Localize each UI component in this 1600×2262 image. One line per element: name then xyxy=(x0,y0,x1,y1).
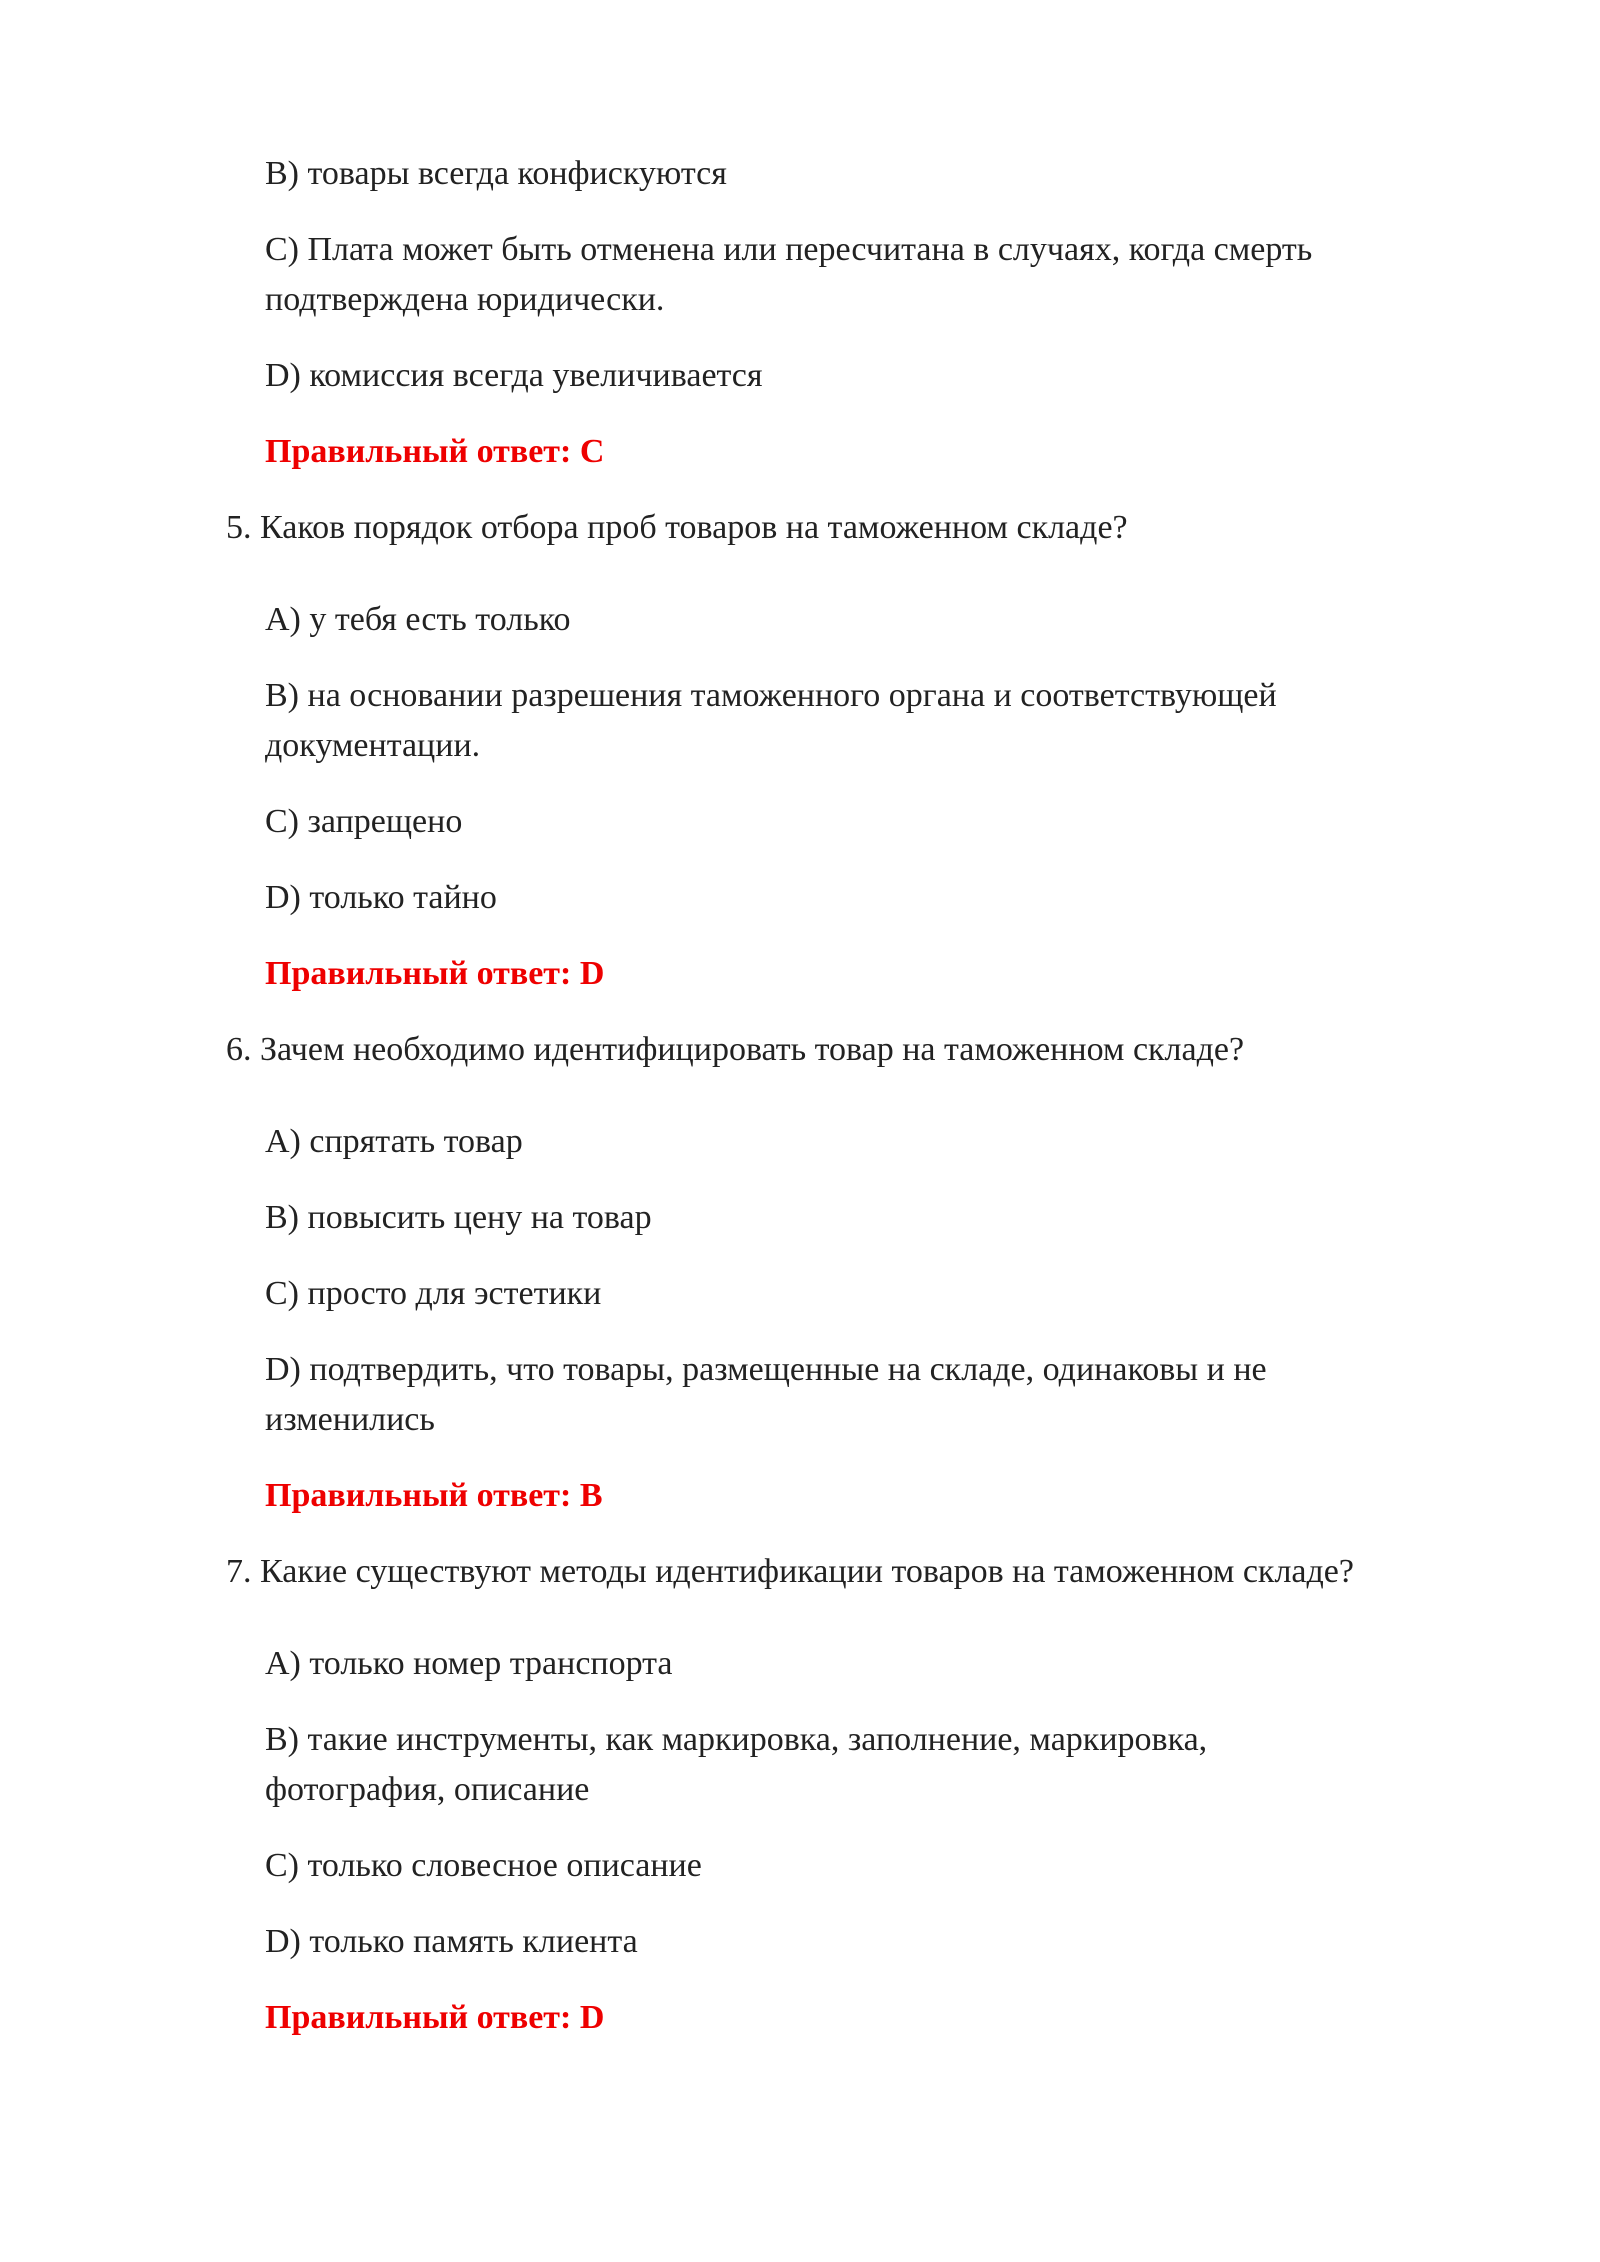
option-c-q6: C) просто для эстетики xyxy=(265,1275,602,1312)
option-b-q6: B) повысить цену на товар xyxy=(265,1199,652,1236)
option-c-q5: C) запрещено xyxy=(265,803,463,840)
question-7: 7. Какие существуют методы идентификации товаров на таможенном складе? xyxy=(226,1553,1354,1590)
option-d-q5: D) только тайно xyxy=(265,879,497,916)
option-c-q7: C) только словесное описание xyxy=(265,1847,702,1884)
option-d-q6-line2: изменились xyxy=(265,1401,435,1438)
option-b-q7-line1: B) такие инструменты, как маркировка, заполнение, маркировка, xyxy=(265,1721,1208,1758)
option-b-q5-line2: документации. xyxy=(265,727,481,764)
option-d-q4: D) комиссия всегда увеличивается xyxy=(265,357,763,394)
option-a-q7: A) только номер транспорта xyxy=(265,1645,673,1682)
correct-answer-q5: Правильный ответ: D xyxy=(265,955,605,992)
option-d-q7: D) только память клиента xyxy=(265,1923,638,1960)
correct-answer-q7: Правильный ответ: D xyxy=(265,1999,605,2036)
option-c-q4-line2: подтверждена юридически. xyxy=(265,281,665,318)
option-c-q4-line1: C) Плата может быть отменена или пересчитана в случаях, когда смерть xyxy=(265,231,1313,268)
option-a-q6: A) спрятать товар xyxy=(265,1123,523,1160)
question-5: 5. Каков порядок отбора проб товаров на таможенном складе? xyxy=(226,509,1128,546)
option-b-q4: B) товары всегда конфискуются xyxy=(265,155,727,192)
question-6: 6. Зачем необходимо идентифицировать товар на таможенном складе? xyxy=(226,1031,1245,1068)
option-a-q5: A) у тебя есть только xyxy=(265,601,571,638)
option-b-q5-line1: B) на основании разрешения таможенного органа и соответствующей xyxy=(265,677,1277,714)
option-b-q7-line2: фотография, описание xyxy=(265,1771,590,1808)
correct-answer-q6: Правильный ответ: B xyxy=(265,1477,603,1514)
correct-answer-q4: Правильный ответ: C xyxy=(265,433,605,470)
option-d-q6-line1: D) подтвердить, что товары, размещенные на складе, одинаковы и не xyxy=(265,1351,1267,1388)
